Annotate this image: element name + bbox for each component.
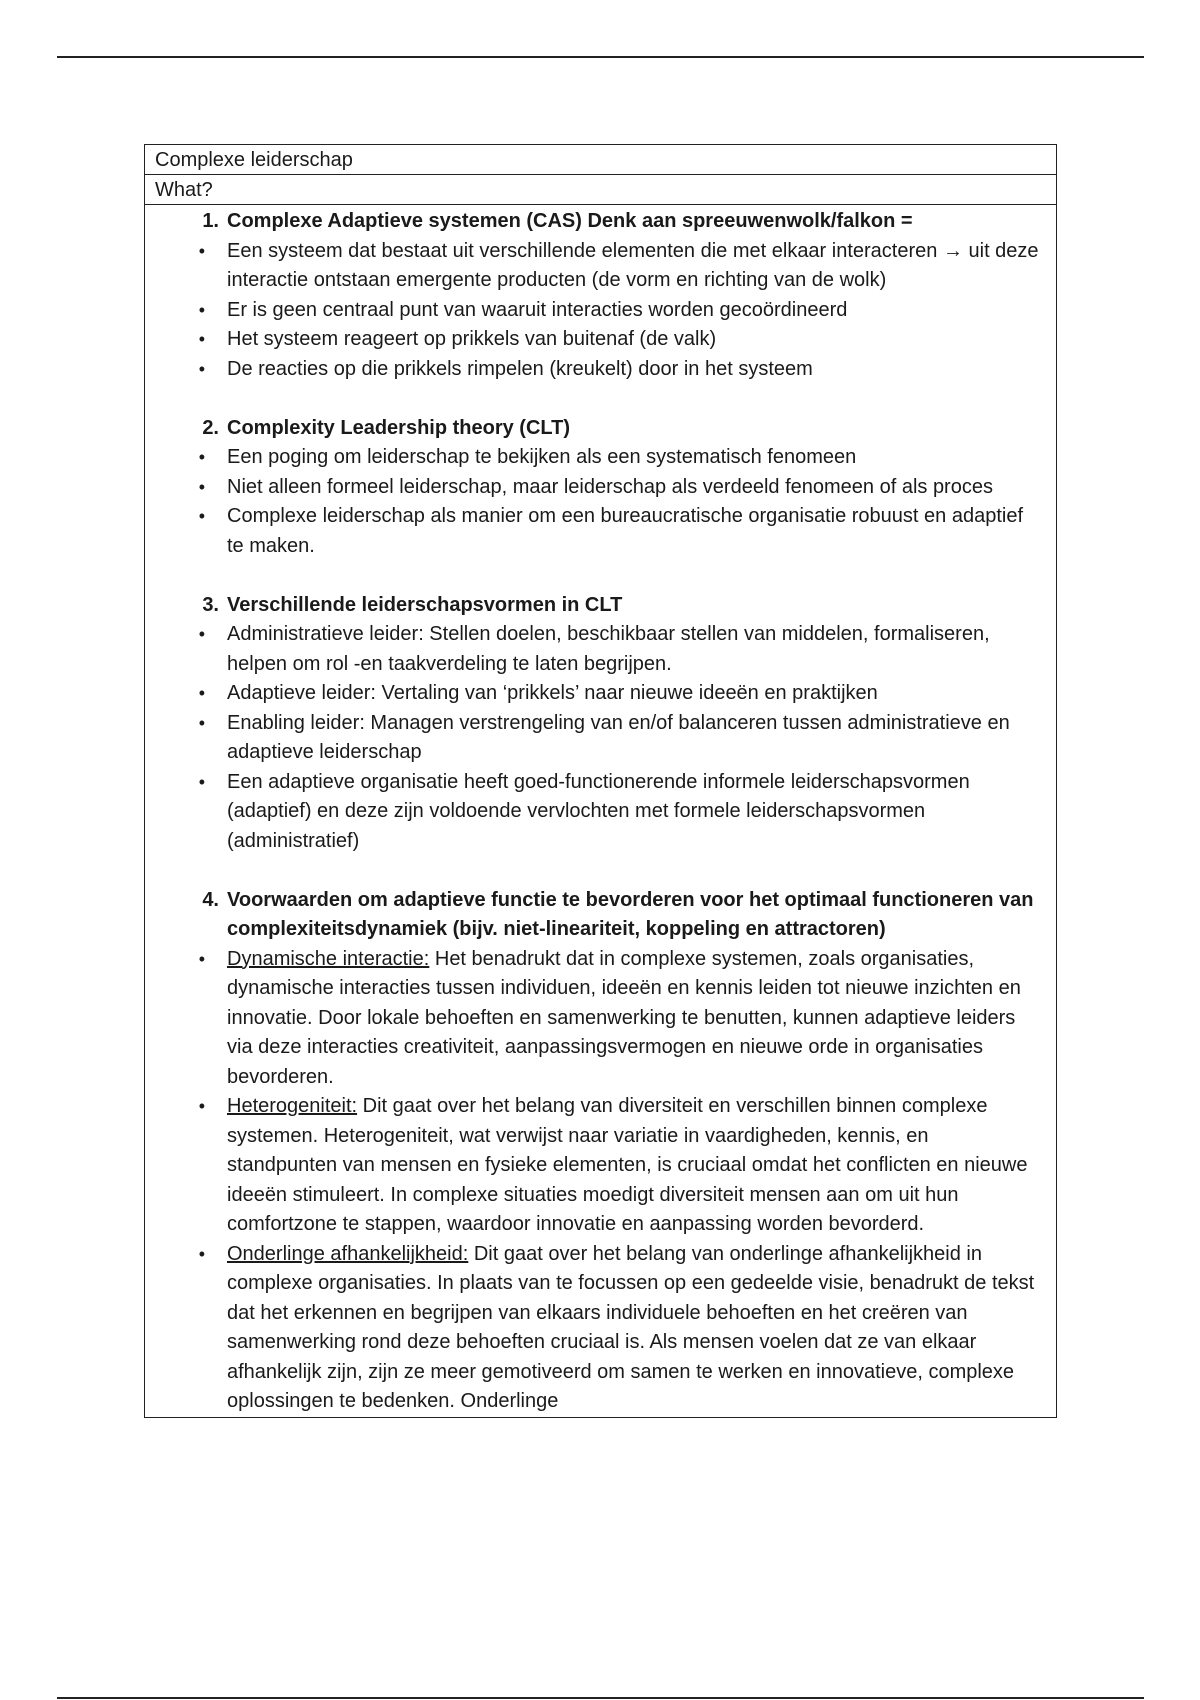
table-body xyxy=(145,205,1056,1417)
list-item-body: Een systeem dat bestaat uit verschillende elementen die met elkaar interacteren → uit deze interactie ontstaan emergente producten (de vorm en richting van de wolk) xyxy=(227,239,1039,291)
list-item-text xyxy=(227,443,1042,473)
section-number: 1. xyxy=(202,210,219,232)
section-heading-text: Complexe Adaptieve systemen (CAS) Denk aan spreeuwenwolk/falkon = xyxy=(227,210,913,232)
bullet-icon: • xyxy=(198,447,205,467)
list-item-body: Een adaptieve organisatie heeft goed-functionerende informele leiderschapsvormen (adaptief) en deze zijn voldoende vervlochten met formele leiderschapsvormen (administratief) xyxy=(227,770,970,852)
section-number: 2. xyxy=(202,416,219,439)
list-item xyxy=(145,237,1042,296)
table-subtitle: What? xyxy=(145,175,1056,205)
bullet-icon: • xyxy=(198,712,205,733)
list-item-text xyxy=(227,679,1042,709)
list-item-body: Dit gaat over het belang van diversiteit en verschillen binnen complexe systemen. Heterogeniteit, wat verwijst naar variatie in vaardigheden, kennis, en standpunten van mensen en fysieke elementen, is cruciaal omdat het conflicten en nieuwe ideeën stimuleert. In complexe situaties moedigt diversiteit mensen aan om uit hun comfortzone te stappen, waardoor innovatie en aanpassing worden bevorderd. xyxy=(227,1095,1028,1235)
list-item xyxy=(145,1240,1042,1417)
list-item-text xyxy=(227,473,1042,503)
section-heading xyxy=(145,886,1042,945)
section-heading-text: Verschillende leiderschapsvormen in CLT xyxy=(227,593,623,616)
list-item-text xyxy=(227,1240,1042,1417)
list-item-body: De reacties op die prikkels rimpelen (kreukelt) door in het systeem xyxy=(227,357,813,380)
bullet-icon: • xyxy=(198,476,205,497)
list-item-label: Dynamische interactie: xyxy=(227,947,430,970)
list-item-body: Niet alleen formeel leiderschap, maar leiderschap als verdeeld fenomeen of als proces xyxy=(227,475,993,498)
list-item xyxy=(145,1092,1042,1240)
list-item-body: Administratieve leider: Stellen doelen, beschikbaar stellen van middelen, formaliseren, helpen om rol -en taakverdeling te laten begrijpen. xyxy=(227,623,990,675)
bullet-icon: • xyxy=(198,299,205,320)
list-item-label: Onderlinge afhankelijkheid: xyxy=(227,1242,469,1265)
bullet-icon: • xyxy=(198,1096,205,1116)
section-4 xyxy=(145,886,1042,1417)
list-item-body: Enabling leider: Managen verstrengeling van en/of balanceren tussen administratieve en adaptieve leiderschap xyxy=(227,711,1010,763)
list-item-text xyxy=(227,296,1042,326)
list-item-body: Er is geen centraal punt van waaruit interacties worden gecoördineerd xyxy=(227,298,848,321)
list-item xyxy=(145,443,1042,473)
bullet-icon: • xyxy=(198,771,205,792)
list-item xyxy=(145,473,1042,503)
section-number: 4. xyxy=(202,888,219,911)
section-heading xyxy=(145,207,1042,237)
list-item xyxy=(145,502,1042,561)
list-item xyxy=(145,620,1042,679)
list-item-text xyxy=(227,768,1042,857)
list-item-body: Complexe leiderschap als manier om een bureaucratische organisatie robuust en adaptief te maken. xyxy=(227,505,1024,557)
bullet-icon: • xyxy=(198,329,205,349)
list-item-text xyxy=(227,620,1042,679)
list-item-body: Adaptieve leider: Vertaling van ‘prikkels’ naar nieuwe ideeën en praktijken xyxy=(227,682,878,704)
section-3 xyxy=(145,591,1042,857)
list-item xyxy=(145,355,1042,385)
bullet-icon: • xyxy=(198,240,205,261)
list-item xyxy=(145,709,1042,768)
bullet-icon: • xyxy=(198,683,205,703)
list-item xyxy=(145,325,1042,355)
list-item xyxy=(145,296,1042,326)
bullet-icon: • xyxy=(198,1243,205,1264)
section-2 xyxy=(145,414,1042,562)
list-item-text xyxy=(227,1092,1042,1240)
content-table xyxy=(144,144,1057,1418)
list-item xyxy=(145,768,1042,857)
bullet-icon: • xyxy=(198,948,205,969)
list-item-body: Een poging om leiderschap te bekijken als een systematisch fenomeen xyxy=(227,446,857,468)
list-item-text xyxy=(227,502,1042,561)
section-heading-text: Complexity Leadership theory (CLT) xyxy=(227,416,571,439)
table-title: Complexe leiderschap xyxy=(145,145,1056,175)
list-item-text xyxy=(227,237,1042,296)
bullet-icon: • xyxy=(198,358,205,379)
list-item-text xyxy=(227,355,1042,385)
list-item-label: Heterogeniteit: xyxy=(227,1095,358,1117)
section-number: 3. xyxy=(202,593,219,616)
bullet-icon: • xyxy=(198,506,205,526)
top-rule xyxy=(57,56,1144,58)
list-item-text xyxy=(227,945,1042,1093)
section-heading-text: Voorwaarden om adaptieve functie te bevorderen voor het optimaal functioneren van complexiteitsdynamiek (bijv. niet-lineariteit, koppeling en attractoren) xyxy=(227,888,1034,940)
list-item-body: Dit gaat over het belang van onderlinge afhankelijkheid in complexe organisaties. In plaats van te focussen op een gedeelde visie, benadrukt de tekst dat het erkennen en begrijpen van elkaars individuele behoeften en het creëren van samenwerking rond deze behoeften cruciaal is. Als mensen voelen dat ze van elkaar afhankelijk zijn, zijn ze meer gemotiveerd om samen te werken en innovatieve, complexe oplossingen te bedenken. Onderlinge xyxy=(227,1242,1035,1412)
list-item-body: Het benadrukt dat in complexe systemen, zoals organisaties, dynamische interacties tussen individuen, ideeën en kennis leiden tot nieuwe inzichten en innovatie. Door lokale behoeften en samenwerking te benutten, kunnen adaptieve leiders via deze interacties creativiteit, aanpassingsvermogen en nieuwe orde in organisaties bevorderen. xyxy=(227,947,1021,1088)
list-item-body: Het systeem reageert op prikkels van buitenaf (de valk) xyxy=(227,328,717,350)
list-item-text xyxy=(227,709,1042,768)
list-item xyxy=(145,945,1042,1093)
section-heading xyxy=(145,591,1042,621)
bullet-icon: • xyxy=(198,624,205,644)
section-heading xyxy=(145,414,1042,444)
section-1 xyxy=(145,207,1042,384)
bottom-rule xyxy=(57,1697,1144,1699)
list-item xyxy=(145,679,1042,709)
list-item-text xyxy=(227,325,1042,355)
